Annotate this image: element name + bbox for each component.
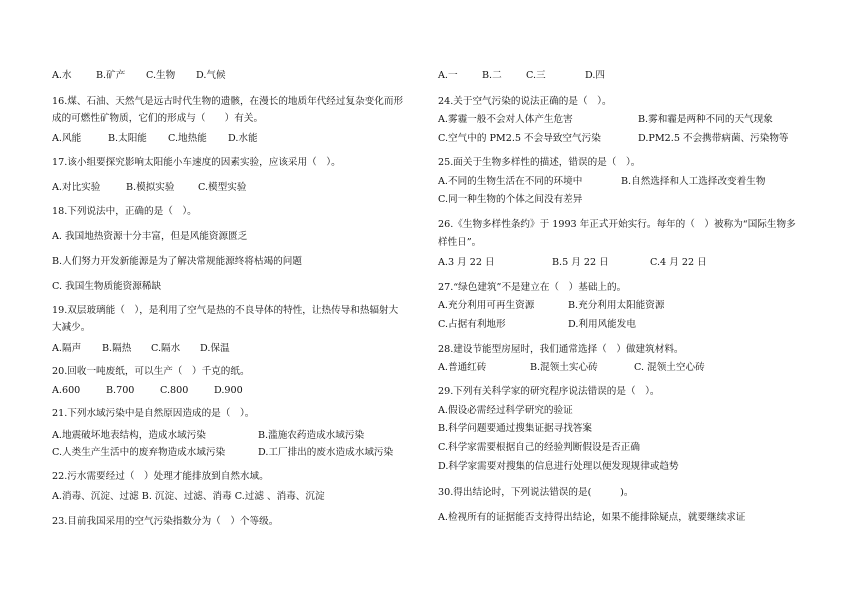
question-18-option-a: A. 我国地热资源十分丰富，但是风能资源匮乏 bbox=[52, 231, 248, 242]
question-19-line-1: 19.双层玻璃能（ ），是利用了空气是热的不良导体的特性，让热传导和热辐射大 bbox=[52, 305, 399, 316]
option-c: C.生物 bbox=[146, 70, 176, 81]
question-22: 22.污水需要经过（ ）处理才能排放到自然水域。 bbox=[52, 471, 269, 482]
option-d: D.四 bbox=[585, 70, 605, 81]
option-a: A.雾霾一般不会对人体产生危害 bbox=[438, 114, 573, 125]
question-28: 28.建设节能型房屋时，我们通常选择（ ）做建筑材料。 bbox=[438, 344, 684, 355]
option-c: C.地热能 bbox=[168, 133, 207, 144]
option-d: D.利用风能发电 bbox=[568, 319, 636, 330]
option-c: C.占据有利地形 bbox=[438, 319, 506, 330]
option-b: B.700 bbox=[106, 385, 135, 396]
option-a: A.普通红砖 bbox=[438, 362, 487, 373]
option-d: D.气候 bbox=[196, 70, 226, 81]
option-b: B.5 月 22 日 bbox=[552, 257, 609, 268]
option-b: B.雾和霾是两种不同的天气现象 bbox=[638, 114, 773, 125]
option-c: C.模型实验 bbox=[198, 182, 247, 193]
question-25: 25.面关于生物多样性的描述，错误的是（ ）。 bbox=[438, 157, 641, 168]
option-b: B.自然选择和人工选择改变着生物 bbox=[621, 176, 766, 187]
option-b: B.模拟实验 bbox=[126, 182, 175, 193]
question-18-option-b: B.人们努力开发新能源是为了解决常规能源终将枯竭的问题 bbox=[52, 256, 302, 267]
option-b: B.混领土实心砖 bbox=[530, 362, 598, 373]
question-23: 23.目前我国采用的空气污染指数分为（ ）个等级。 bbox=[52, 516, 279, 527]
option-b: B.二 bbox=[482, 70, 502, 81]
option-d: D.900 bbox=[214, 385, 243, 396]
option-a: A.不同的生物生活在不同的环境中 bbox=[438, 176, 583, 187]
option-c: C. 混领土空心砖 bbox=[634, 362, 705, 373]
option-b: B.滥施农药造成水域污染 bbox=[258, 430, 365, 441]
question-29-option-a: A.假设必需经过科学研究的验证 bbox=[438, 405, 573, 416]
question-26-line-2: 样性日”。 bbox=[438, 237, 482, 248]
option-a: A.对比实验 bbox=[52, 182, 101, 193]
option-d: D.水能 bbox=[228, 133, 258, 144]
option-b: B.充分利用太阳能资源 bbox=[568, 300, 665, 311]
option-d: D.PM2.5 不会携带病菌、污染物等 bbox=[638, 133, 789, 144]
option-a: A.隔声 bbox=[52, 343, 82, 354]
question-17: 17.该小组要探究影响太阳能小车速度的因素实验，应该采用（ ）。 bbox=[52, 157, 341, 168]
question-29-option-b: B.科学问题要通过搜集证据寻找答案 bbox=[438, 423, 593, 434]
question-18: 18.下列说法中，正确的是（ ）。 bbox=[52, 206, 197, 217]
option-a: A.风能 bbox=[52, 133, 82, 144]
question-19-line-2: 大减少。 bbox=[52, 322, 91, 333]
option-a: A.地震破坏地表结构，造成水域污染 bbox=[52, 430, 206, 441]
option-c: C.三 bbox=[526, 70, 546, 81]
question-18-option-c: C. 我国生物质能资源稀缺 bbox=[52, 281, 162, 292]
option-a: A.3 月 22 日 bbox=[438, 257, 495, 268]
question-29-option-c: C.科学家需要根据自己的经验判断假设是否正确 bbox=[438, 442, 640, 453]
option-a: A.一 bbox=[438, 70, 458, 81]
question-16-line-2: 成的可燃性矿物质，它们的形成与（ ）有关。 bbox=[52, 113, 264, 124]
question-25-option-c: C.同一种生物的个体之间没有差异 bbox=[438, 194, 583, 205]
question-21: 21.下列水域污染中是自然原因造成的是（ ）。 bbox=[52, 408, 255, 419]
question-26-line-1: 26.《生物多样性条约》于 1993 年正式开始实行。每年的（ ）被称为“国际生物多 bbox=[438, 219, 796, 230]
option-a: A.水 bbox=[52, 70, 72, 81]
question-29: 29.下列有关科学家的研究程序说法错误的是（ ）。 bbox=[438, 386, 660, 397]
question-27: 27.“绿色建筑”不是建立在（ ）基础上的。 bbox=[438, 282, 627, 293]
option-b: B.太阳能 bbox=[108, 133, 147, 144]
option-d: D.保温 bbox=[200, 343, 230, 354]
option-b: B.隔热 bbox=[102, 343, 132, 354]
question-30: 30.得出结论时，下列说法错误的是( )。 bbox=[438, 487, 634, 498]
option-a: A.600 bbox=[52, 385, 81, 396]
option-c: C.人类生产生活中的废弃物造成水域污染 bbox=[52, 447, 226, 458]
question-16-line-1: 16.煤、石油、天然气是远古时代生物的遗骸，在漫长的地质年代经过复杂变化而形 bbox=[52, 96, 404, 107]
option-d: D.工厂排出的废水造成水域污染 bbox=[258, 447, 394, 458]
option-c: C.空气中的 PM2.5 不会导致空气污染 bbox=[438, 133, 601, 144]
option-c: C.4 月 22 日 bbox=[650, 257, 707, 268]
option-b: B.矿产 bbox=[96, 70, 126, 81]
option-c: C.隔水 bbox=[151, 343, 181, 354]
question-24: 24.关于空气污染的说法正确的是（ ）。 bbox=[438, 96, 612, 107]
question-20: 20.回收一吨废纸，可以生产（ ）千克的纸。 bbox=[52, 366, 250, 377]
question-22-options: A.消毒、沉淀、过滤 B. 沉淀、过滤、消毒 C.过滤 、消毒、沉淀 bbox=[52, 491, 325, 502]
question-29-option-d: D.科学家需要对搜集的信息进行处理以便发现规律或趋势 bbox=[438, 461, 679, 472]
option-a: A.充分利用可再生资源 bbox=[438, 300, 535, 311]
question-30-option-a: A.检视所有的证据能否支持得出结论，如果不能排除疑点，就要继续求证 bbox=[438, 512, 746, 523]
option-c: C.800 bbox=[160, 385, 189, 396]
